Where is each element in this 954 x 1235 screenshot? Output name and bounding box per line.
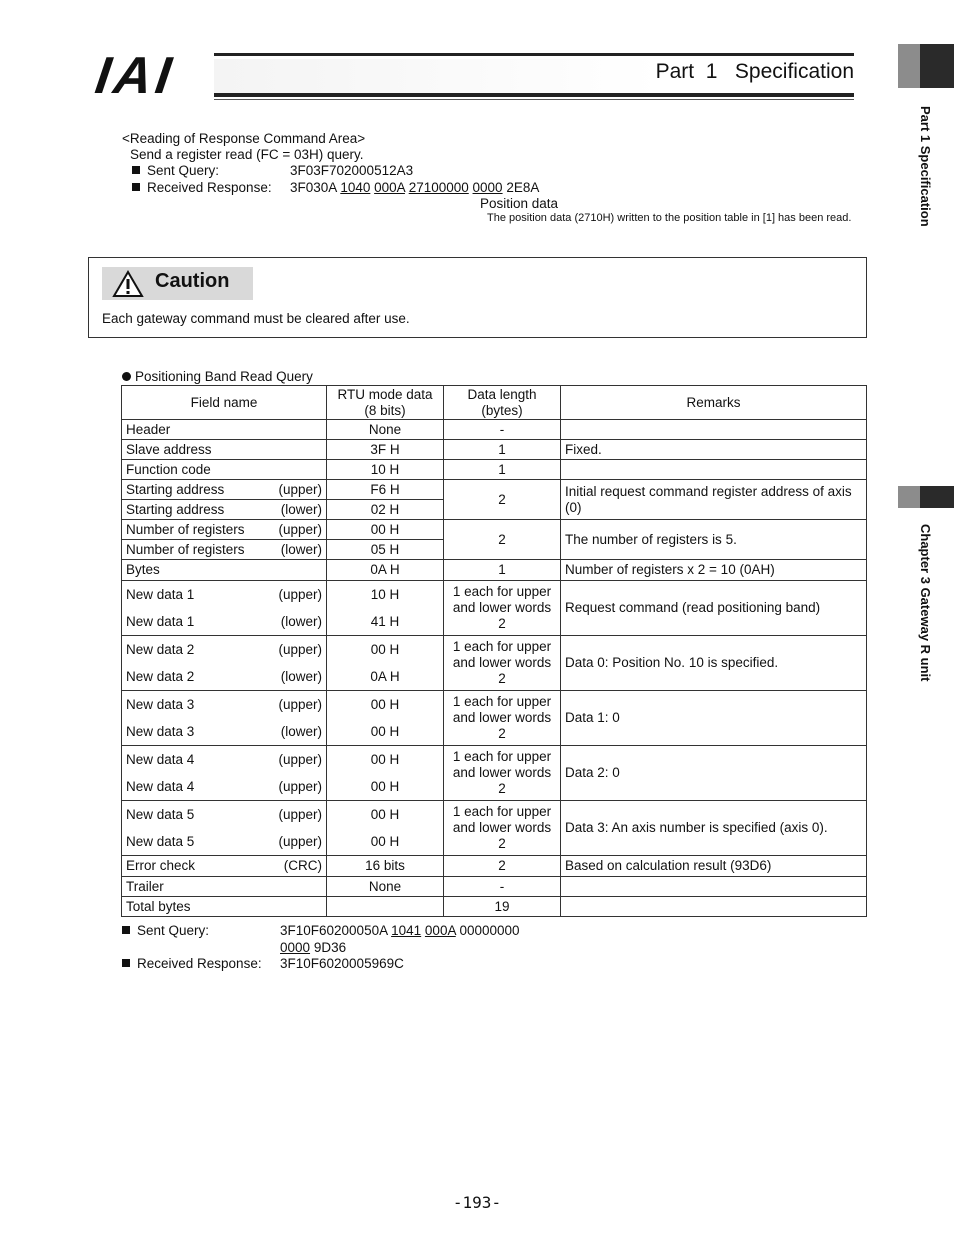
data-length	[444, 746, 561, 801]
side-tab-part: Part 1 Specification	[918, 106, 933, 227]
side-tab-marker	[898, 486, 920, 508]
field-name-text: Starting address	[126, 501, 225, 517]
square-bullet-icon	[132, 183, 140, 191]
sent-query-label: Sent Query:	[147, 163, 220, 178]
remarks: Data 3: An axis number is specified (axis 0).	[561, 801, 867, 856]
sent-query-label: Sent Query:	[137, 923, 210, 938]
section-heading: <Reading of Response Command Area>	[122, 131, 366, 146]
field-name-text: New data 5	[126, 806, 195, 822]
table-row	[122, 460, 867, 480]
field-qualifier: (lower)	[280, 668, 322, 684]
received-response-value	[290, 180, 539, 195]
field-qualifier: (upper)	[278, 778, 322, 794]
rtu-data: F6 H	[327, 480, 444, 500]
header-cell: Remarks	[561, 386, 867, 420]
remarks: Data 2: 0	[561, 746, 867, 801]
remarks: Number of registers x 2 = 10 (0AH)	[561, 560, 867, 581]
field-name-text: Error check	[126, 858, 196, 873]
table-row	[122, 801, 867, 829]
field-name: Bytes	[122, 560, 327, 581]
field-qualifier: (lower)	[280, 723, 322, 739]
resp-part-position: 27100000	[408, 180, 469, 195]
field-name	[122, 691, 327, 719]
data-length: -	[444, 877, 561, 897]
field-name	[122, 663, 327, 691]
query-part: 00000000	[459, 923, 520, 938]
field-qualifier: (upper)	[278, 521, 322, 537]
field-name: Slave address	[122, 440, 327, 460]
field-name: Total bytes	[122, 897, 327, 917]
bullet-dot-icon	[122, 372, 131, 381]
received-response-row	[132, 180, 272, 195]
rtu-data: 05 H	[327, 540, 444, 560]
square-bullet-icon	[132, 166, 140, 174]
rtu-data: None	[327, 877, 444, 897]
field-name-text: Number of registers	[126, 541, 245, 557]
remarks: Request command (read positioning band)	[561, 581, 867, 636]
field-name	[122, 581, 327, 609]
bottom-received-response-value: 3F10F6020005969C	[280, 956, 404, 971]
resp-part: 3F030A	[290, 180, 337, 195]
data-length: 2	[444, 480, 561, 520]
rtu-data: 0A H	[327, 560, 444, 581]
data-length: -	[444, 420, 561, 440]
field-name-text: New data 5	[126, 833, 195, 849]
header-cell	[444, 386, 561, 420]
query-part: 3F10F60200050A	[280, 923, 388, 938]
remarks: Data 0: Position No. 10 is specified.	[561, 636, 867, 691]
rtu-data: 00 H	[327, 828, 444, 856]
length-line: 2	[498, 671, 506, 686]
bottom-received-response-row	[122, 956, 262, 971]
table-title	[122, 369, 313, 384]
data-length: 1	[444, 440, 561, 460]
side-tab-marker	[898, 44, 920, 88]
table-row	[122, 420, 867, 440]
field-name	[122, 636, 327, 664]
rtu-data: 00 H	[327, 718, 444, 746]
table-row	[122, 636, 867, 664]
sent-query-row	[132, 163, 219, 178]
resp-part: 000A	[374, 180, 405, 195]
data-length	[444, 801, 561, 856]
field-qualifier: (upper)	[278, 481, 322, 497]
table-row	[122, 520, 867, 540]
field-name-text: Number of registers	[126, 521, 245, 537]
resp-part: 2E8A	[506, 180, 540, 195]
received-response-label: Received Response:	[147, 180, 272, 195]
table-row	[122, 897, 867, 917]
rtu-data: 00 H	[327, 801, 444, 829]
field-name	[122, 480, 327, 500]
length-line: and lower words	[452, 820, 552, 835]
field-name	[122, 718, 327, 746]
field-name-text: New data 3	[126, 723, 195, 739]
position-data-note: The position data (2710H) written to the position table in [1] has been read.	[487, 212, 852, 224]
field-name-text: New data 2	[126, 641, 195, 657]
field-name	[122, 856, 327, 877]
field-name-text: New data 4	[126, 778, 195, 794]
side-tab-chapter: Chapter 3 Gateway R unit	[918, 524, 933, 682]
query-part: 000A	[424, 923, 456, 938]
caution-title: Caution	[155, 270, 230, 292]
rtu-data: 0A H	[327, 663, 444, 691]
remarks: Fixed.	[561, 440, 867, 460]
warning-triangle-icon	[112, 270, 144, 301]
data-length: 1	[444, 560, 561, 581]
header-cell	[327, 386, 444, 420]
iai-logo: IAI	[91, 47, 179, 105]
header-rule	[214, 53, 854, 56]
data-length: 19	[444, 897, 561, 917]
length-line: and lower words	[452, 655, 552, 670]
resp-part: 1040	[340, 180, 371, 195]
rtu-data	[327, 897, 444, 917]
field-qualifier: (upper)	[278, 833, 322, 849]
field-name-text: New data 3	[126, 696, 195, 712]
rtu-data: 00 H	[327, 636, 444, 664]
field-qualifier: (lower)	[280, 613, 322, 629]
query-part: 9D36	[313, 940, 347, 955]
data-length	[444, 691, 561, 746]
length-line: 2	[498, 836, 506, 851]
header-line: (bytes)	[481, 402, 523, 418]
field-name	[122, 773, 327, 801]
rtu-data: 00 H	[327, 746, 444, 774]
caution-text: Each gateway command must be cleared after use.	[102, 311, 410, 326]
instruction-text: Send a register read (FC = 03H) query.	[130, 147, 364, 162]
header-cell: Field name	[122, 386, 327, 420]
bottom-sent-query-value	[280, 923, 520, 938]
table-row	[122, 691, 867, 719]
remarks: Initial request command register address of axis (0)	[561, 480, 867, 520]
remarks: Data 1: 0	[561, 691, 867, 746]
length-line: 2	[498, 726, 506, 741]
page-number: -193-	[452, 1193, 502, 1212]
remarks: The number of registers is 5.	[561, 520, 867, 560]
query-table	[121, 385, 867, 917]
rtu-data: 00 H	[327, 691, 444, 719]
header-line: (8 bits)	[364, 402, 406, 418]
sent-query-value: 3F03F702000512A3	[290, 163, 414, 178]
field-name	[122, 540, 327, 560]
header-line: RTU mode data	[337, 386, 433, 402]
field-name: Header	[122, 420, 327, 440]
rtu-data: 00 H	[327, 773, 444, 801]
remarks	[561, 897, 867, 917]
length-line: and lower words	[452, 710, 552, 725]
remarks: Based on calculation result (93D6)	[561, 856, 867, 877]
table-row	[122, 440, 867, 460]
part-title: Part 1 Specification	[655, 60, 854, 83]
table-title-text: Positioning Band Read Query	[135, 369, 313, 384]
field-qualifier: (upper)	[278, 751, 322, 767]
field-name: Trailer	[122, 877, 327, 897]
position-data-label: Position data	[480, 196, 559, 211]
field-name-text: New data 2	[126, 668, 195, 684]
table-row	[122, 480, 867, 500]
field-name-text: New data 4	[126, 751, 195, 767]
data-length: 1	[444, 460, 561, 480]
length-line: 1 each for upper	[452, 584, 552, 599]
field-name	[122, 801, 327, 829]
length-line: 1 each for upper	[452, 694, 552, 709]
data-length	[444, 581, 561, 636]
rtu-data: 16 bits	[327, 856, 444, 877]
received-response-label: Received Response:	[137, 956, 262, 971]
side-tab-marker	[920, 44, 954, 88]
field-name	[122, 500, 327, 520]
square-bullet-icon	[122, 959, 130, 967]
field-name	[122, 746, 327, 774]
length-line: and lower words	[452, 600, 552, 615]
table-row	[122, 746, 867, 774]
field-qualifier: (CRC)	[283, 858, 322, 873]
length-line: and lower words	[452, 765, 552, 780]
field-name	[122, 608, 327, 636]
header-line: Data length	[467, 386, 537, 402]
remarks	[561, 460, 867, 480]
field-qualifier: (upper)	[278, 696, 322, 712]
length-line: 2	[498, 781, 506, 796]
rtu-data: 10 H	[327, 460, 444, 480]
length-line: 1 each for upper	[452, 804, 552, 819]
rtu-data: None	[327, 420, 444, 440]
table-row	[122, 560, 867, 581]
field-qualifier: (lower)	[280, 501, 322, 517]
query-part: 1041	[391, 923, 422, 938]
side-tab-marker	[920, 486, 954, 508]
data-length: 2	[444, 520, 561, 560]
table-row	[122, 581, 867, 609]
field-qualifier: (upper)	[278, 641, 322, 657]
rtu-data: 02 H	[327, 500, 444, 520]
data-length	[444, 636, 561, 691]
rtu-data: 3F H	[327, 440, 444, 460]
field-name-text: New data 1	[126, 613, 195, 629]
rtu-data: 41 H	[327, 608, 444, 636]
field-qualifier: (upper)	[278, 806, 322, 822]
field-name	[122, 520, 327, 540]
rtu-data: 00 H	[327, 520, 444, 540]
resp-part: 0000	[472, 180, 503, 195]
field-qualifier: (lower)	[280, 541, 322, 557]
table-row	[122, 856, 867, 877]
field-name-text: Starting address	[126, 481, 225, 497]
remarks	[561, 877, 867, 897]
field-qualifier: (upper)	[278, 586, 322, 602]
field-name	[122, 828, 327, 856]
length-line: 1 each for upper	[452, 749, 552, 764]
remarks	[561, 420, 867, 440]
bottom-sent-query-value-line2	[280, 940, 346, 955]
field-name-text: New data 1	[126, 586, 195, 602]
table-row	[122, 877, 867, 897]
header-rule	[214, 99, 854, 100]
data-length: 2	[444, 856, 561, 877]
rtu-data: 10 H	[327, 581, 444, 609]
length-line: 2	[498, 616, 506, 631]
length-line: 1 each for upper	[452, 639, 552, 654]
query-part: 0000	[280, 940, 311, 955]
header-rule	[214, 93, 854, 97]
bottom-sent-query-row	[122, 923, 209, 938]
field-name: Function code	[122, 460, 327, 480]
square-bullet-icon	[122, 926, 130, 934]
table-header-row	[122, 386, 867, 420]
